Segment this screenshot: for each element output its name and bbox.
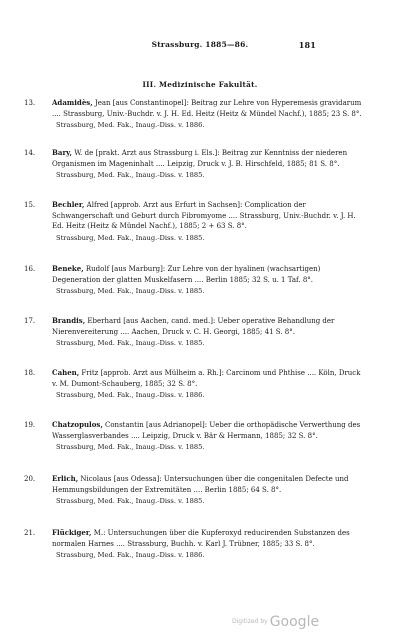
entry-number: 21. bbox=[24, 529, 36, 537]
entry-author: Adamidès, bbox=[52, 98, 93, 107]
entry-body bbox=[52, 264, 364, 285]
entry-publication: Strassburg, Med. Fak., Inaug.-Diss. v. 1886. bbox=[56, 551, 205, 560]
entry-text: Nicolaus [aus Odessa]: Untersuchungen über die congenitalen Defecte und Hemmungsbildungen der Extremitäten .... Berlin 1885; 64 S. 8°. bbox=[52, 475, 349, 494]
entry-publication: Strassburg, Med. Fak., Inaug.-Diss. v. 1885. bbox=[56, 339, 205, 348]
running-head-title: Strassburg. 1885—86. bbox=[151, 40, 249, 49]
entry-author: Chatzopulos, bbox=[52, 420, 103, 429]
section-heading: III. Medizinische Fakultät. bbox=[142, 80, 258, 89]
bibliography-entry bbox=[24, 420, 364, 452]
entry-publication: Strassburg, Med. Fak., Inaug.-Diss. v. 1886. bbox=[56, 391, 205, 400]
digitized-watermark bbox=[232, 611, 319, 630]
bibliography-entry bbox=[24, 474, 364, 506]
entry-number: 18. bbox=[24, 369, 36, 377]
entry-text: Eberhard [aus Aachen, cand. med.]: Ueber operative Behandlung der Nierenvereiterung .... Aachen, Druck v. C. H. Georgi, 1885; 41 S. 8°. bbox=[52, 317, 335, 336]
bibliography-entry bbox=[24, 264, 364, 296]
bibliography-entry bbox=[24, 148, 364, 180]
page-number: 181 bbox=[298, 40, 316, 50]
entry-text: Constantin [aus Adrianopel]: Ueber die orthopädische Verwerthung des Wasserglasverbandes .... Leipzig, Druck v. Bär & Hermann, 1885; 32 S. 8°. bbox=[52, 421, 361, 440]
entry-publication: Strassburg, Med. Fak., Inaug.-Diss. v. 1885. bbox=[56, 287, 205, 296]
entry-author: Erlich, bbox=[52, 474, 79, 483]
entry-body bbox=[52, 200, 364, 232]
entry-text: M.: Untersuchungen über die Kupferoxyd reducirenden Substanzen des normalen Harnes .... Strassburg, Buchh. v. Karl J. Trübner, 1885; 33 S. 8°. bbox=[52, 529, 350, 548]
entry-text: W. de [prakt. Arzt aus Strassburg i. Els.]: Beitrag zur Kenntniss der niederen Organismen im Mageninhalt .... Leipzig, Druck v. J. B. Hirschfeld, 1885; 81 S. 8°. bbox=[52, 149, 348, 168]
entry-number: 19. bbox=[24, 421, 36, 429]
entry-body bbox=[52, 98, 364, 119]
entry-body bbox=[52, 148, 364, 169]
bibliography-entry bbox=[24, 316, 364, 348]
entry-publication: Strassburg, Med. Fak., Inaug.-Diss. v. 1885. bbox=[56, 443, 205, 452]
entry-author: Beneke, bbox=[52, 264, 84, 273]
entry-text: Alfred [approb. Arzt aus Erfurt in Sachsen]: Complication der Schwangerschaft und Geburt durch Fibromyome .... Strassburg, Univ.-Buchdr. v. J. H. Ed. Heitz (Heitz & Mündel Nachf.), 1885; 2 + 63 S. 8°. bbox=[52, 201, 356, 231]
entry-body bbox=[52, 316, 364, 337]
running-head bbox=[0, 40, 400, 52]
entry-number: 16. bbox=[24, 265, 36, 273]
entry-number: 14. bbox=[24, 149, 36, 157]
entry-body bbox=[52, 368, 364, 389]
bibliography-entry bbox=[24, 98, 364, 130]
watermark-brand: Google bbox=[269, 613, 320, 630]
entry-author: Brandis, bbox=[52, 316, 86, 325]
entry-author: Bary, bbox=[52, 148, 72, 157]
bibliography-entry bbox=[24, 528, 364, 560]
entry-author: Bechler, bbox=[52, 200, 85, 209]
entry-text: Jean [aus Constantinopel]: Beitrag zur Lehre von Hyperemesis gravidarum .... Strassburg, Univ.-Buchdr. v. J. H. Ed. Heitz (Heitz & Mündel Nachf.), 1885; 23 S. 8°. bbox=[52, 99, 362, 118]
bibliography-entry bbox=[24, 368, 364, 400]
entry-number: 13. bbox=[24, 99, 36, 107]
entry-author: Cahen, bbox=[52, 368, 80, 377]
entry-body bbox=[52, 474, 364, 495]
entry-publication: Strassburg, Med. Fak., Inaug.-Diss. v. 1885. bbox=[56, 233, 205, 242]
entry-author: Flückiger, bbox=[52, 528, 92, 537]
entry-number: 17. bbox=[24, 317, 36, 325]
entry-publication: Strassburg, Med. Fak., Inaug.-Diss. v. 1885. bbox=[56, 171, 205, 180]
entry-body bbox=[52, 528, 364, 549]
entry-text: Rudolf [aus Marburg]: Zur Lehre von der hyalinen (wachsartigen) Degeneration der glatten Muskelfasern .... Berlin 1885; 32 S. u. 1 Taf. 8°. bbox=[52, 265, 321, 284]
bibliography-entry bbox=[24, 200, 364, 243]
entry-text: Fritz [approb. Arzt aus Mülheim a. Rh.]: Carcinom und Phthise .... Köln, Druck v. M. Dumont-Schauberg, 1885; 32 S. 8°. bbox=[52, 369, 361, 388]
watermark-prefix: Digitized by bbox=[232, 618, 268, 625]
entry-number: 15. bbox=[24, 201, 36, 209]
entry-body bbox=[52, 420, 364, 441]
entry-publication: Strassburg, Med. Fak., Inaug.-Diss. v. 1886. bbox=[56, 121, 205, 130]
entry-number: 20. bbox=[24, 475, 36, 483]
entry-publication: Strassburg, Med. Fak., Inaug.-Diss. v. 1885. bbox=[56, 497, 205, 506]
